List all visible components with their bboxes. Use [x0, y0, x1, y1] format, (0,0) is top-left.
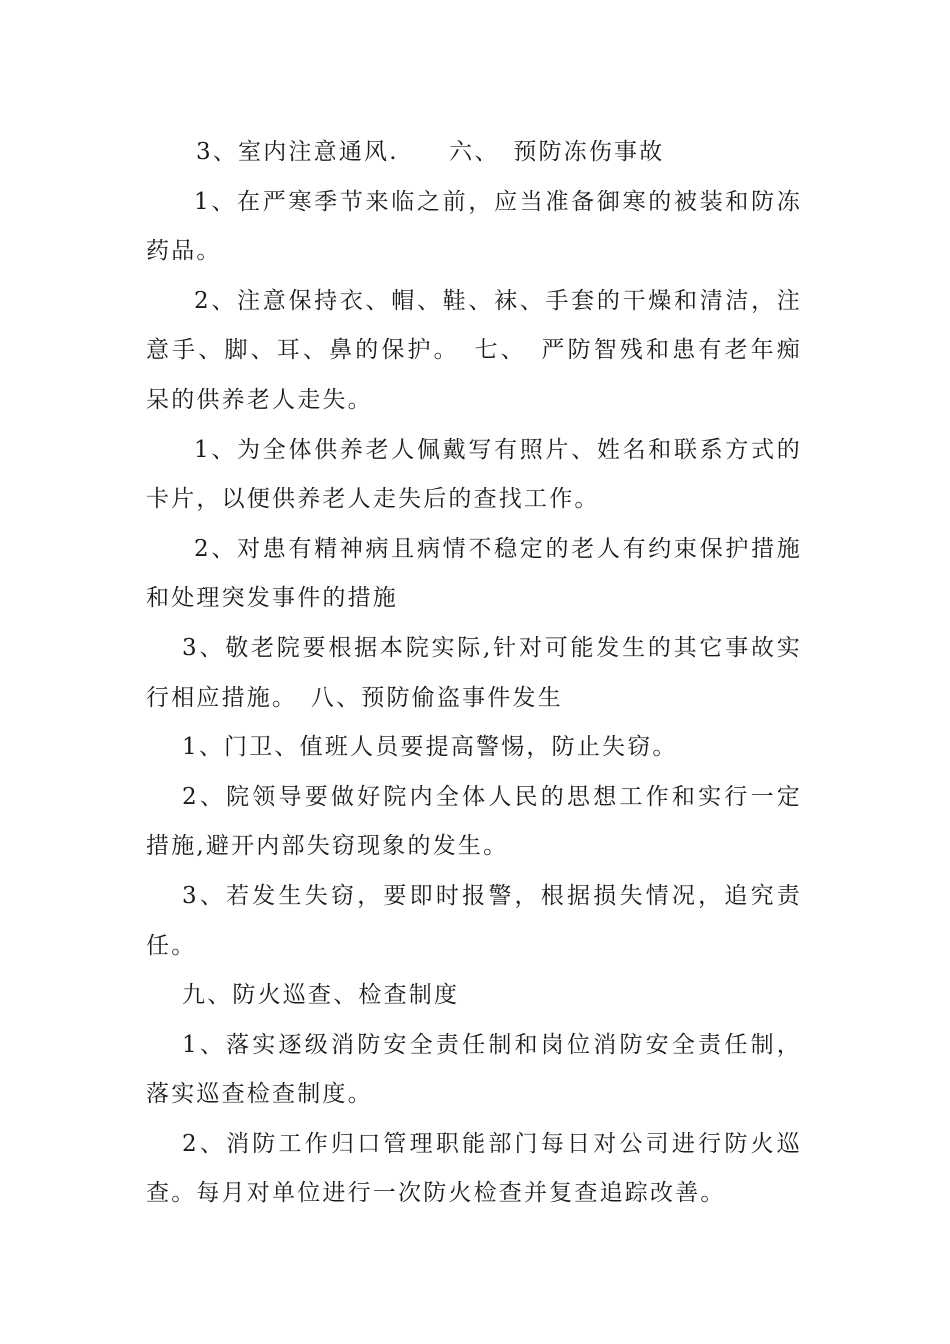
paragraph-guard-vigilance: 1、门卫、值班人员要提高警惕，防止失窃。	[182, 734, 678, 761]
paragraph-cold-prevention-supplies: 1、在严寒季节来临之前，应当准备御寒的被装和防冻药品。	[146, 188, 802, 265]
paragraph-mental-illness-restraint: 2、对患有精神病且病情不稳定的老人有约束保护措施和处理突发事件的措施	[146, 535, 802, 612]
section-9-heading: 九、防火巡查、检查制度	[182, 982, 460, 1009]
paragraph-report-theft: 3、若发生失窃，要即时报警，根据损失情况，追究责任。	[146, 882, 802, 959]
paragraph-elder-id-cards: 1、为全体供养老人佩戴写有照片、姓名和联系方式的卡片，以便供养老人走失后的查找工作。	[146, 436, 802, 513]
paragraph-keep-clothing-dry-and-section-7-heading: 2、注意保持衣、帽、鞋、袜、手套的干燥和清洁，注意手、脚、耳、鼻的保护。 七、 严防智残和患有老年痴呆的供养老人走失。	[146, 287, 802, 413]
paragraph-ventilation-and-section-6-heading: 3、室内注意通风. 六、 预防冻伤事故	[196, 139, 665, 165]
paragraph-fire-safety-responsibility: 1、落实逐级消防安全责任制和岗位消防安全责任制，落实巡查检查制度。	[146, 1031, 802, 1108]
paragraph-daily-fire-patrol: 2、消防工作归口管理职能部门每日对公司进行防火巡查。每月对单位进行一次防火检查并复查追踪改善。	[146, 1130, 802, 1207]
paragraph-internal-theft-prevention: 2、院领导要做好院内全体人民的思想工作和实行一定措施,避开内部失窃现象的发生。	[146, 783, 802, 860]
document-body	[146, 128, 802, 1219]
paragraph-other-accidents-and-section-8-heading: 3、敬老院要根据本院实际,针对可能发生的其它事故实行相应措施。 八、预防偷盗事件发生	[146, 634, 802, 711]
